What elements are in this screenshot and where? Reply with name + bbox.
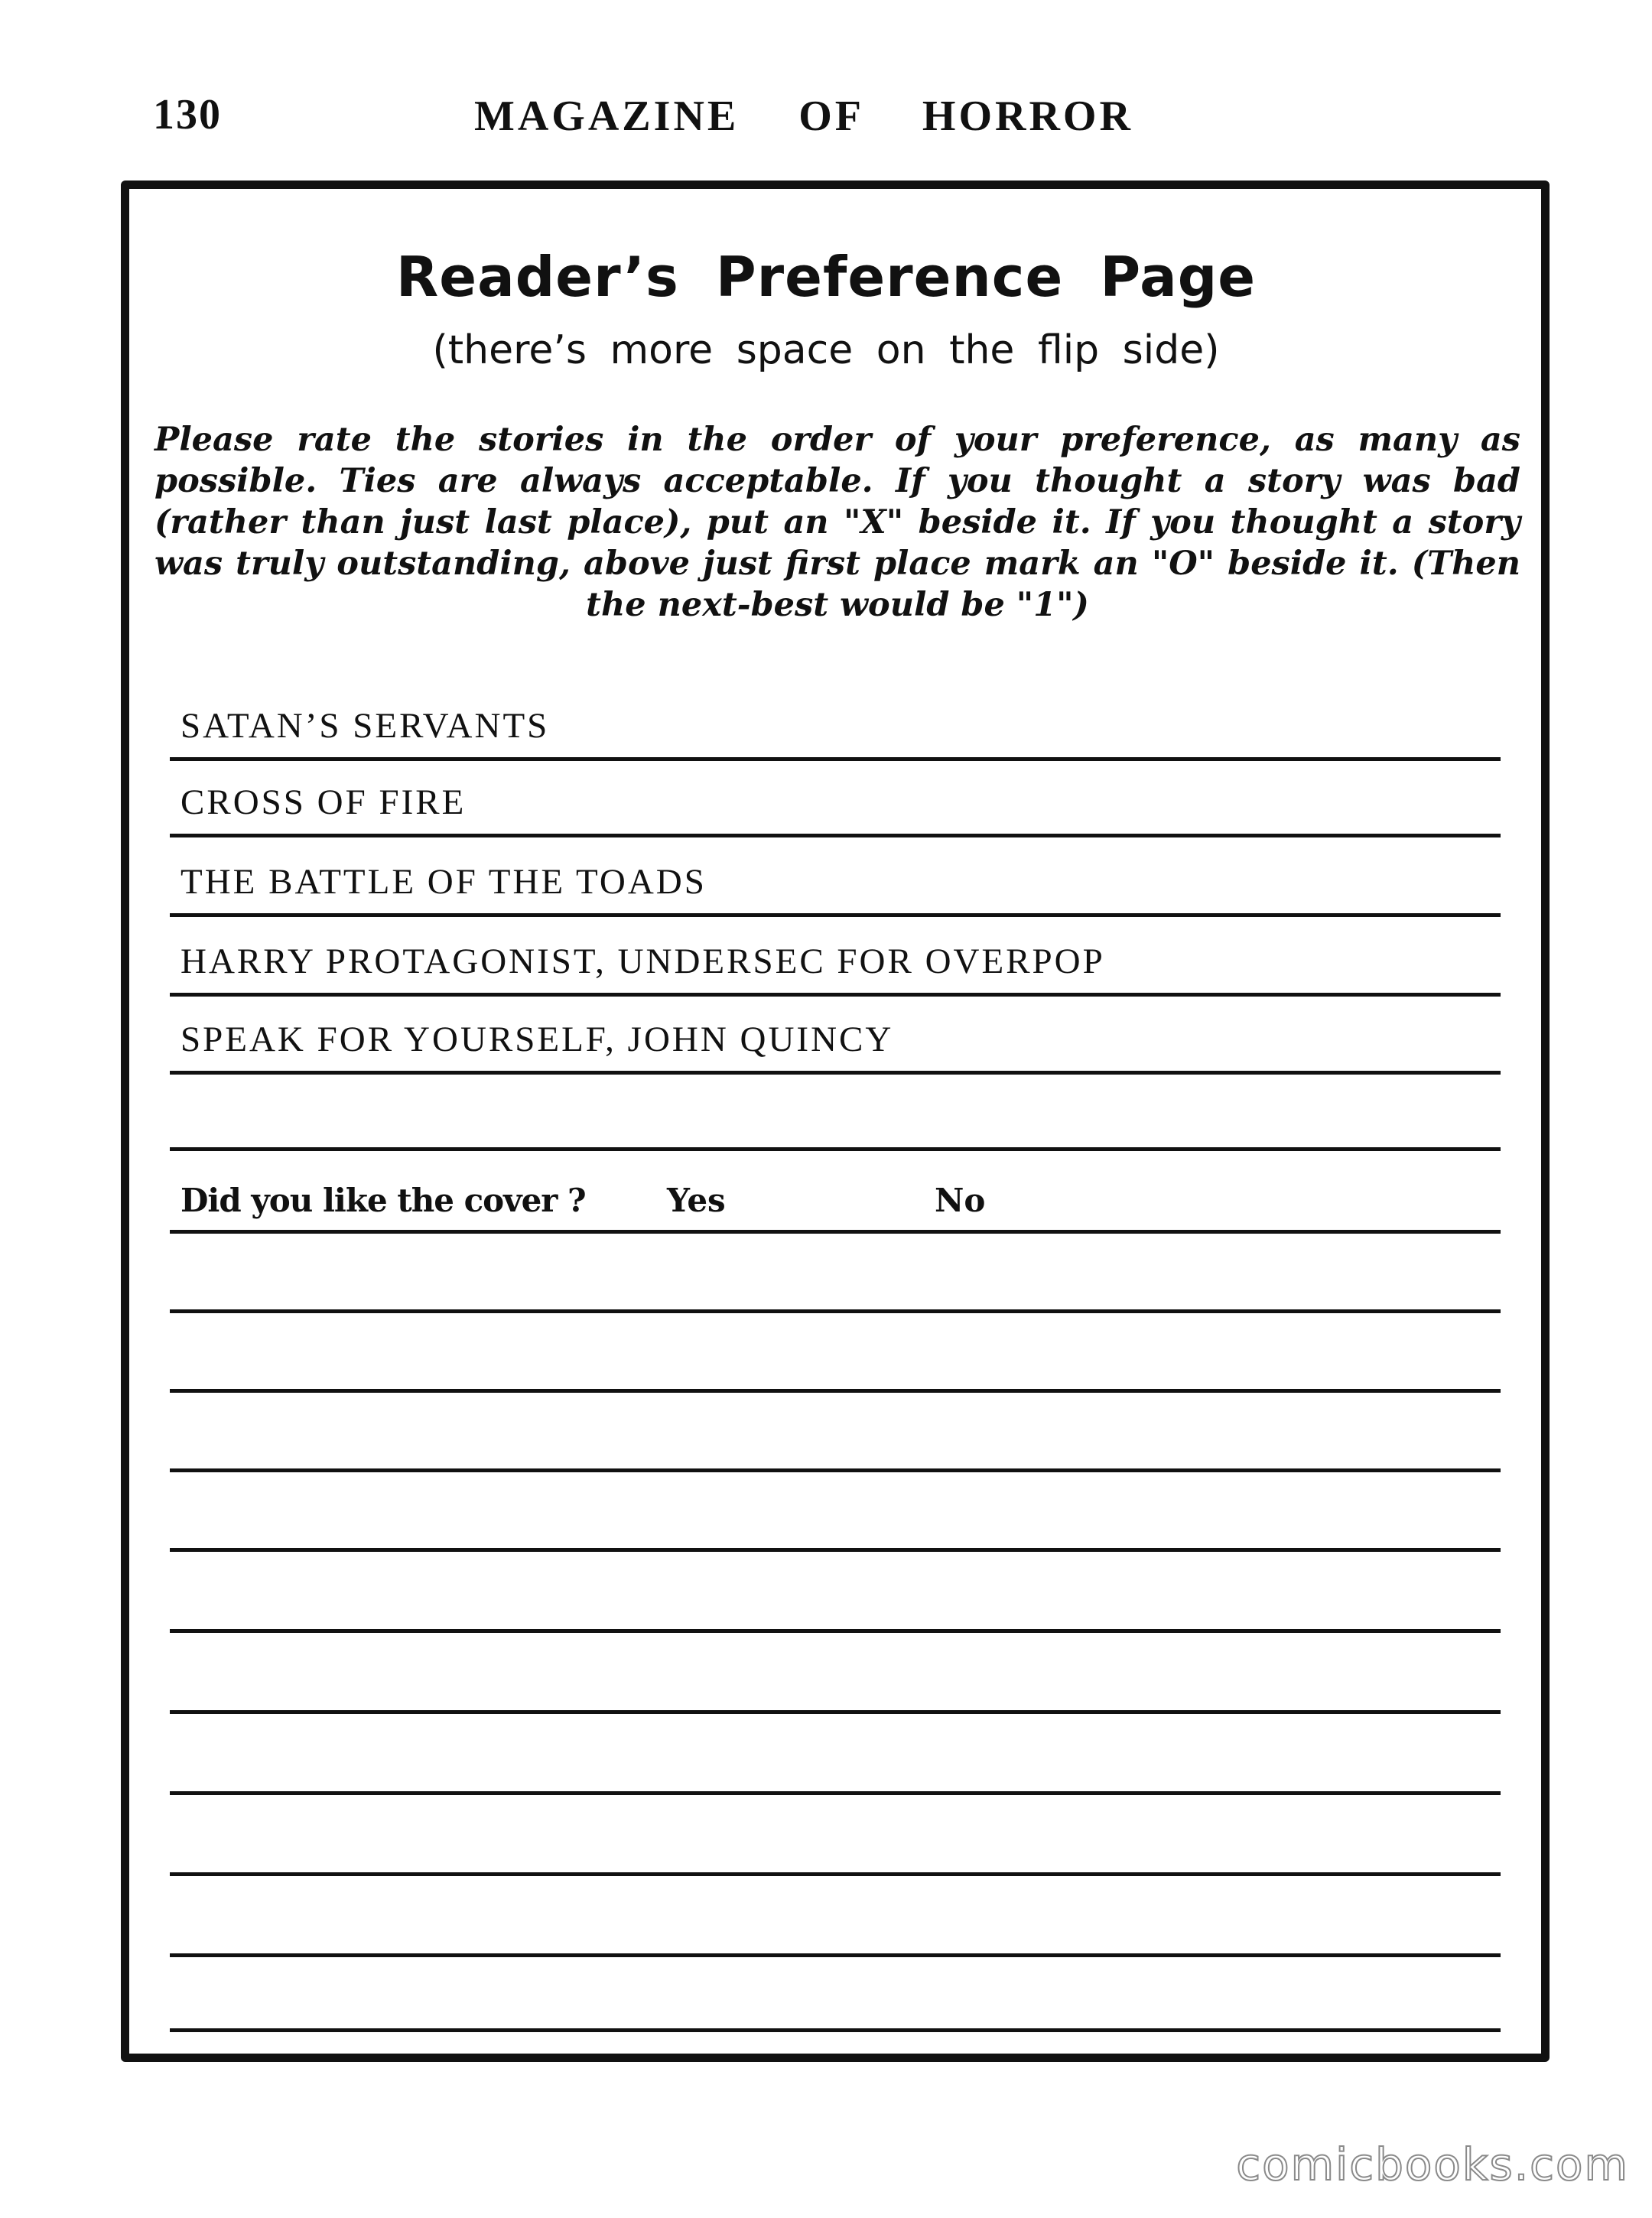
cover-yes-option[interactable]: Yes xyxy=(667,1182,726,1219)
comment-line[interactable] xyxy=(170,1880,1501,1957)
site-watermark: comicbooks.com xyxy=(1236,2138,1629,2190)
story-title: SATAN’S SERVANTS xyxy=(180,706,550,746)
story-line-3[interactable] xyxy=(170,841,1501,917)
comment-line[interactable] xyxy=(170,1317,1501,1393)
story-title: SPEAK FOR YOURSELF, JOHN QUINCY xyxy=(180,1020,894,1059)
form-title: Reader’s Preference Page xyxy=(395,245,1257,309)
story-title: CROSS OF FIRE xyxy=(180,782,467,822)
story-line-4[interactable] xyxy=(170,921,1501,997)
cover-no-option[interactable]: No xyxy=(935,1182,986,1219)
comment-line[interactable] xyxy=(170,1556,1501,1633)
comment-line[interactable] xyxy=(170,1239,1501,1313)
comment-line[interactable] xyxy=(170,1637,1501,1714)
rating-instructions: Please rate the stories in the order of your preference, as many as possible. Ties are always acceptable. If you thought a story was bad (rather than just last place), put an "X" beside it. If you thought a story was truly outstanding, above just first place mark an "O" beside it. (Then the next-best would be "1") xyxy=(154,421,1520,624)
story-line-1[interactable] xyxy=(170,688,1501,761)
cover-question: Did you like the cover ? xyxy=(180,1182,586,1219)
story-line-5[interactable] xyxy=(170,1000,1501,1075)
running-head: MAGAZINE OF HORROR xyxy=(474,93,1133,140)
page-number: 130 xyxy=(153,91,222,138)
comment-line[interactable] xyxy=(170,1397,1501,1472)
story-title: THE BATTLE OF THE TOADS xyxy=(180,862,707,902)
comment-line[interactable] xyxy=(170,1718,1501,1795)
story-line-2[interactable] xyxy=(170,765,1501,837)
cover-question-line[interactable] xyxy=(170,1155,1501,1234)
story-title: HARRY PROTAGONIST, UNDERSEC FOR OVERPOP xyxy=(180,942,1105,981)
comment-line[interactable] xyxy=(170,1799,1501,1876)
comment-line[interactable] xyxy=(170,1961,1501,2032)
form-subtitle: (there’s more space on the flip side) xyxy=(432,327,1220,373)
comment-line[interactable] xyxy=(170,1476,1501,1552)
blank-story-line[interactable] xyxy=(170,1078,1501,1151)
